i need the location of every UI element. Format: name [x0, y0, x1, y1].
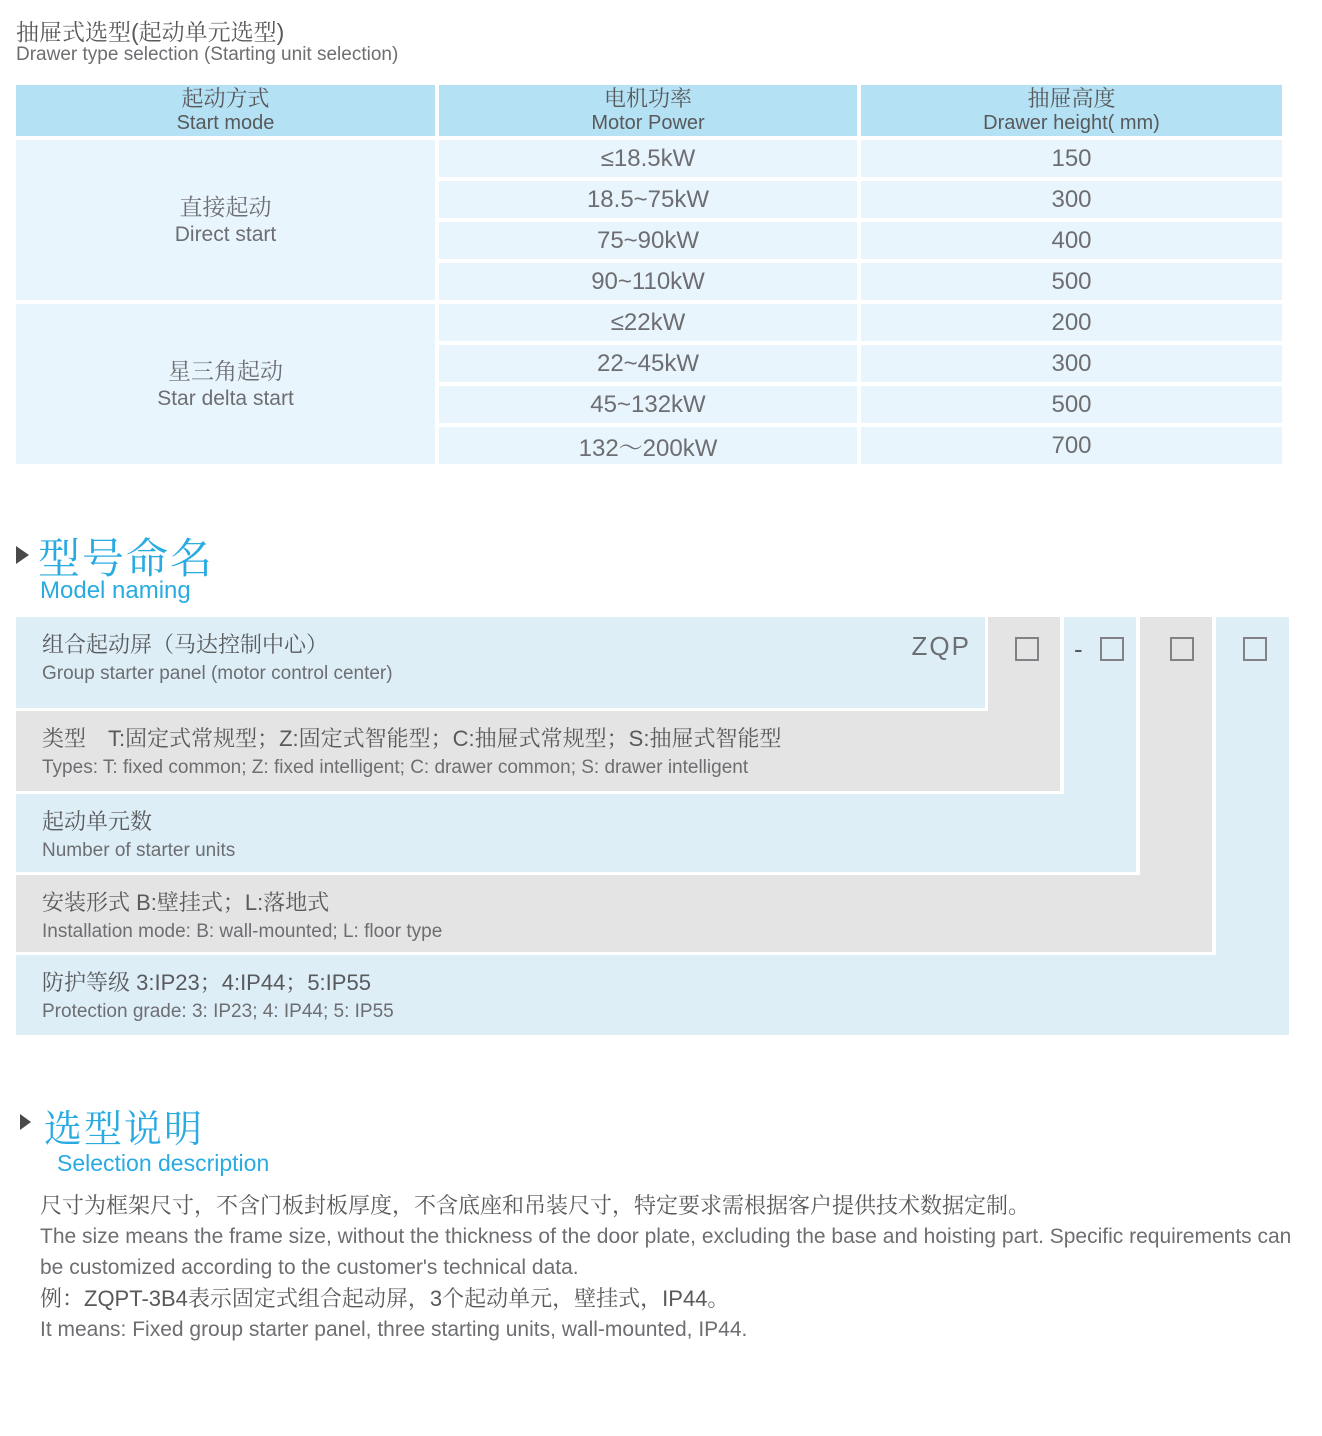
height-cell: 500 — [861, 386, 1282, 423]
diagram-row-group-starter-panel — [16, 617, 985, 708]
header-label-en: Motor Power — [591, 112, 705, 134]
desc-line-en: It means: Fixed group starter panel, three starting units, wall-mounted, IP44. — [40, 1318, 748, 1341]
selection-desc-heading-zh: 选型说明 — [44, 1109, 205, 1151]
model-naming-diagram — [0, 617, 1322, 1035]
row-label-zh: 安装形式 B:壁挂式；L:落地式 — [42, 890, 330, 915]
mode-label-zh: 直接起动 — [179, 193, 272, 220]
height-cell: 200 — [861, 304, 1282, 341]
power-cell: 90~110kW — [439, 263, 857, 300]
height-cell: 500 — [861, 263, 1282, 300]
header-label-en: Start mode — [176, 112, 275, 134]
power-cell: 18.5~75kW — [439, 181, 857, 218]
power-cell: 75~90kW — [439, 222, 857, 259]
height-cell: 300 — [861, 181, 1282, 218]
mode-cell-direct-start — [16, 140, 435, 300]
desc-line-zh: 例：ZQPT-3B4表示固定式组合起动屏，3个起动单元，壁挂式，IP44。 — [40, 1286, 730, 1311]
header-label-zh: 电机功率 — [603, 86, 692, 111]
code-separator-dash: - — [1074, 634, 1083, 664]
power-cell: ≤22kW — [439, 304, 857, 341]
code-box-units — [1100, 637, 1124, 661]
power-cell: ≤18.5kW — [439, 140, 857, 177]
diagram-row-type — [16, 711, 1060, 791]
row-label-zh: 起动单元数 — [42, 809, 153, 834]
model-naming-heading-zh: 型号命名 — [38, 535, 215, 582]
diagram-row-installation-mode — [16, 875, 1212, 952]
header-label-zh: 起动方式 — [181, 86, 270, 111]
row-label-en: Number of starter units — [42, 840, 236, 861]
section-arrow-icon — [20, 1114, 31, 1130]
height-cell: 400 — [861, 222, 1282, 259]
page-title-zh: 抽屉式选型(起动单元选型) — [16, 19, 285, 45]
table-header-start-mode — [16, 85, 435, 136]
diagram-row-starter-units — [16, 794, 1136, 872]
mode-label-en: Direct start — [174, 222, 277, 246]
height-cell: 700 — [861, 427, 1282, 464]
row-label-en: Protection grade: 3: IP23; 4: IP44; 5: IP55 — [42, 1001, 394, 1022]
power-cell: 45~132kW — [439, 386, 857, 423]
selection-description-text — [40, 1190, 1294, 1345]
mode-cell-star-delta-start — [16, 304, 435, 464]
row-label-en: Installation mode: B: wall-mounted; L: floor type — [42, 921, 443, 942]
row-label-zh: 组合起动屏（马达控制中心） — [42, 632, 329, 657]
mode-label-zh: 星三角起动 — [168, 357, 283, 384]
height-cell: 150 — [861, 140, 1282, 177]
row-label-en: Group starter panel (motor control center) — [42, 663, 393, 684]
table-header-drawer-height — [861, 85, 1282, 136]
diagram-row-protection-grade — [16, 955, 1289, 1035]
desc-line-zh: 尺寸为框架尺寸，不含门板封板厚度，不含底座和吊装尺寸，特定要求需根据客户提供技术数据定制。 — [40, 1193, 1031, 1218]
header-label-en: Drawer height( mm) — [983, 112, 1160, 134]
selection-table — [16, 85, 1282, 464]
power-cell: 132～200kW — [439, 427, 857, 464]
table-header-motor-power — [439, 85, 857, 136]
height-cell: 300 — [861, 345, 1282, 382]
power-cell: 22~45kW — [439, 345, 857, 382]
mode-label-en: Star delta start — [157, 386, 294, 410]
code-box-installation — [1170, 637, 1194, 661]
model-code-prefix: ZQP — [911, 631, 971, 661]
code-box-type — [1015, 637, 1039, 661]
header-label-zh: 抽屉高度 — [1027, 86, 1116, 111]
row-label-zh: 类型 T:固定式常规型；Z:固定式智能型；C:抽屉式常规型；S:抽屉式智能型 — [42, 726, 782, 751]
row-label-en: Types: T: fixed common; Z: fixed intelligent; C: drawer common; S: drawer intelligent — [42, 757, 749, 778]
code-box-protection — [1243, 637, 1267, 661]
page-title-en: Drawer type selection (Starting unit selection) — [16, 44, 399, 65]
section-arrow-icon — [16, 546, 29, 564]
row-label-zh: 防护等级 3:IP23；4:IP44；5:IP55 — [42, 970, 371, 995]
desc-line-en: The size means the frame size, without the thickness of the door plate, excluding the base and hoisting part. Specific requirements can be customized according to the customer's technical data. — [40, 1225, 1292, 1279]
selection-desc-heading-en: Selection description — [57, 1150, 270, 1176]
model-naming-heading-en: Model naming — [40, 577, 191, 604]
